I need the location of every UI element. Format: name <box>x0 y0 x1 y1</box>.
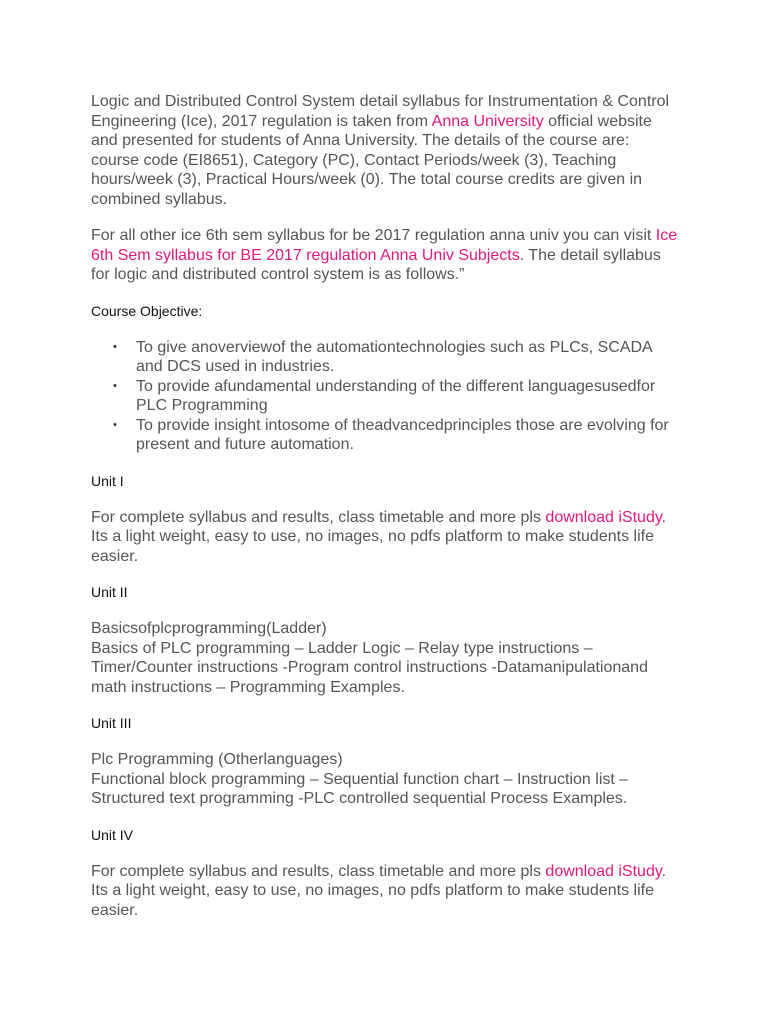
unit-4-paragraph <box>91 862 679 921</box>
objective-text: To provide insight intosome of theadvancedprinciples those are evolving for present and future automation. <box>136 416 669 453</box>
unit-2-paragraph <box>91 619 679 697</box>
objective-text: To give anoverviewof the automationtechnologies such as PLCs, SCADA and DCS used in industries. <box>136 338 652 375</box>
bullet-icon: • <box>113 340 117 353</box>
unit-4-heading: Unit IV <box>91 826 134 843</box>
unit-3-heading: Unit III <box>91 715 132 731</box>
unit-4-text-after: . Its a light weight, easy to use, no images, no pdfs platform to make students life easier. <box>91 862 667 919</box>
unit-3-paragraph <box>91 750 679 809</box>
objective-text: To provide afundamental understanding of the different languagesusedfor PLC Programming <box>136 377 656 414</box>
intro-text-after: official website and presented for students of Anna University. The details of the course are: course code (EI8651), Category (PC), Contact Periods/week (3), Teaching hours/week (3), Practical Hours/week (0). The total course credits are given in combined syllabus. <box>91 112 652 208</box>
other-text-before: For all other ice 6th sem syllabus for be 2017 regulation anna univ you can visit <box>91 227 656 244</box>
document-page <box>91 92 679 937</box>
unit-3-body: Functional block programming – Sequential function chart – Instruction list – Structured text programming -PLC controlled sequential Process Examples. <box>91 770 629 807</box>
list-item <box>91 377 679 416</box>
download-istudy-link[interactable]: download iStudy <box>545 862 662 880</box>
unit-1-paragraph <box>91 508 679 567</box>
intro-text-before: Logic and Distributed Control System detail syllabus for Instrumentation & Control Engineering (Ice), 2017 regulation is taken from <box>91 93 670 130</box>
anna-university-link[interactable]: Anna University <box>431 112 544 130</box>
bullet-icon: • <box>113 379 117 392</box>
unit-2-heading: Unit II <box>91 584 128 600</box>
unit-2-title: Basicsofplcprogramming(Ladder) <box>91 620 327 637</box>
unit-1-text-before: For complete syllabus and results, class timetable and more pls <box>91 508 546 526</box>
unit-3-title: Plc Programming (Otherlanguages) <box>91 751 343 768</box>
unit-1-heading: Unit I <box>91 472 124 489</box>
course-objective-heading: Course Objective: <box>91 302 203 319</box>
bullet-icon: • <box>113 418 117 431</box>
other-syllabus-paragraph <box>91 226 679 285</box>
course-objective-list <box>91 338 679 455</box>
other-text-after: . The detail syllabus for logic and distributed control system is as follows.” <box>91 246 661 283</box>
unit-2-body: Basics of PLC programming – Ladder Logic – Relay type instructions – Timer/Counter instructions -Program control instructions -Datamanipulationand math instructions – Programming Examples. <box>91 639 648 696</box>
unit-1-text-after: . Its a light weight, easy to use, no images, no pdfs platform to make students life easier. <box>91 508 667 565</box>
download-istudy-link[interactable]: download iStudy <box>545 508 662 526</box>
intro-paragraph <box>91 92 679 209</box>
list-item <box>91 338 679 377</box>
unit-4-text-before: For complete syllabus and results, class timetable and more pls <box>91 862 546 880</box>
list-item <box>91 416 679 455</box>
ice-6th-sem-syllabus-link[interactable]: Ice 6th Sem syllabus for BE 2017 regulation Anna Univ Subjects <box>91 227 678 264</box>
